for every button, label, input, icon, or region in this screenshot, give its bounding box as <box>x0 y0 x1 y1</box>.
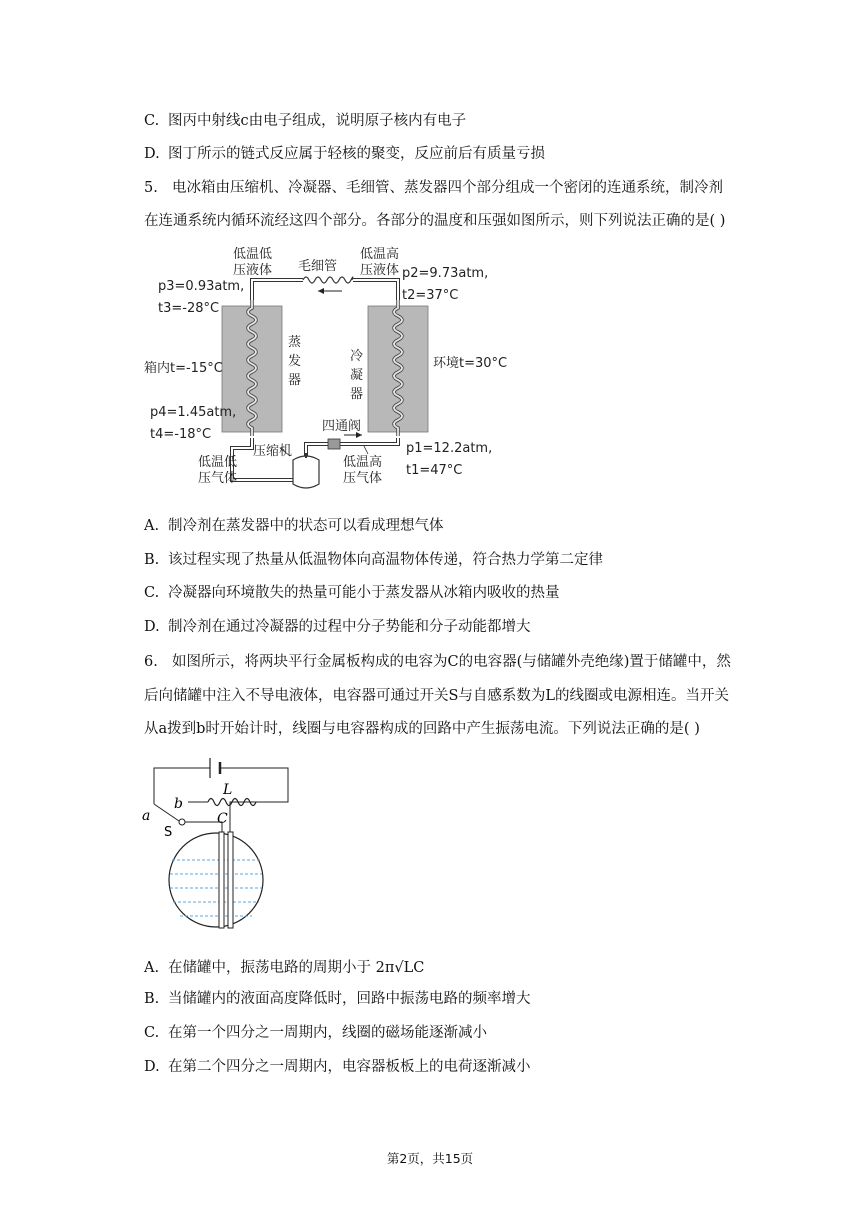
option-key: B. <box>144 552 160 568</box>
option-key: D. <box>144 1059 160 1075</box>
label-p1: p1=12.2atm, <box>406 441 493 456</box>
option-key: C. <box>144 113 160 129</box>
label-capillary: 毛细管 <box>298 259 338 274</box>
label-p2: p2=9.73atm, <box>402 266 489 281</box>
option-key: A. <box>144 518 160 534</box>
label-evaporator-2: 发 <box>288 354 302 369</box>
refrigerator-diagram <box>140 238 520 493</box>
q5-stem-line-1 <box>144 178 723 198</box>
label-contact-b: b <box>174 796 183 812</box>
option-key: A. <box>144 960 160 976</box>
q6-option-a <box>144 958 424 978</box>
label-condenser-3: 器 <box>350 387 364 402</box>
four-way-valve <box>328 439 340 449</box>
label-t1: t1=47°C <box>406 463 463 478</box>
option-text: 制冷剂在通过冷凝器的过程中分子势能和分子动能都增大 <box>168 619 531 635</box>
q6-stem-line-1 <box>144 652 731 672</box>
option-key: B. <box>144 991 160 1007</box>
option-text: 图丁所示的链式反应属于轻核的聚变，反应前后有质量亏损 <box>168 146 545 162</box>
q6-option-c <box>144 1023 487 1043</box>
lc-circuit-diagram <box>140 752 300 942</box>
option-text: 在储罐中，振荡电路的周期小于 2π√LC <box>168 960 425 976</box>
option-text: 该过程实现了热量从低温物体向高温物体传递，符合热力学第二定律 <box>168 552 603 568</box>
label-p3: p3=0.93atm, <box>158 279 245 294</box>
question-stem: 如图所示，将两块平行金属板构成的电容为C的电容器(与储罐外壳绝缘)置于储罐中，然 <box>172 654 731 670</box>
q6-option-d <box>144 1057 531 1077</box>
option-key: C. <box>144 585 160 601</box>
label-condenser-1: 冷 <box>350 349 364 364</box>
option-key: D. <box>144 146 160 162</box>
label-t2: t2=37°C <box>402 288 459 303</box>
question-stem: 后向储罐中注入不导电液体，电容器可通过开关S与自感系数为L的线圈或电源相连。当开关 <box>144 688 730 704</box>
storage-tank <box>169 833 263 927</box>
label-four-way-valve: 四通阀 <box>322 419 362 434</box>
q5-option-c <box>144 583 560 603</box>
label-low-temp-high-pressure-liquid-2: 压液体 <box>360 263 400 278</box>
label-t3: t3=-28°C <box>158 301 220 316</box>
prev-option-d <box>144 144 545 164</box>
label-low-temp-low-pressure-gas-1: 低温低 <box>198 455 238 470</box>
compressor <box>293 456 319 488</box>
capacitor-plate-left <box>219 832 224 928</box>
option-key: D. <box>144 619 160 635</box>
label-low-temp-low-pressure-liquid-2: 压液体 <box>233 263 273 278</box>
question-number: 6. <box>144 654 158 670</box>
option-key: C. <box>144 1025 160 1041</box>
q5-stem-line-2 <box>144 211 725 231</box>
switch-contact-a <box>179 819 185 825</box>
q6-stem-line-2 <box>144 686 729 706</box>
option-text: 制冷剂在蒸发器中的状态可以看成理想气体 <box>168 518 444 534</box>
prev-option-c <box>144 111 466 131</box>
option-text: 图丙中射线c由电子组成，说明原子核内有电子 <box>168 113 467 129</box>
label-p4: p4=1.45atm, <box>150 405 237 420</box>
label-low-temp-low-pressure-liquid-1: 低温低 <box>233 247 273 262</box>
label-evaporator-1: 蒸 <box>288 335 302 350</box>
label-low-temp-high-pressure-gas-2: 压气体 <box>343 471 383 486</box>
question-stem: 电冰箱由压缩机、冷凝器、毛细管、蒸发器四个部分组成一个密闭的连通系统，制冷剂 <box>172 180 723 196</box>
page-footer: 第2页，共15页 <box>386 1151 474 1166</box>
label-environment: 环境t=30°C <box>433 356 508 371</box>
question-stem: 在连通系统内循环流经这四个部分。各部分的温度和压强如图所示，则下列说法正确的是( ) <box>144 213 726 229</box>
question-stem: 从a拨到b时开始计时，线圈与电容器构成的回路中产生振荡电流。下列说法正确的是( ) <box>144 721 700 737</box>
option-text: 在第二个四分之一周期内，电容器板板上的电荷逐渐减小 <box>168 1059 531 1075</box>
q6-option-b <box>144 989 531 1009</box>
compressor-pipe <box>306 444 328 456</box>
option-text: 当储罐内的液面高度降低时，回路中振荡电路的频率增大 <box>168 991 531 1007</box>
label-low-temp-low-pressure-gas-2: 压气体 <box>198 471 238 486</box>
label-low-temp-high-pressure-liquid-1: 低温高 <box>360 247 400 262</box>
label-compressor: 压缩机 <box>253 444 293 459</box>
option-text: 冷凝器向环境散失的热量可能小于蒸发器从冰箱内吸收的热量 <box>168 585 560 601</box>
capillary-coil <box>303 277 353 283</box>
capacitor-plate-right <box>228 832 233 928</box>
question-number: 5. <box>144 180 158 196</box>
label-t4: t4=-18°C <box>150 427 212 442</box>
q6-stem-line-3 <box>144 719 700 739</box>
q5-option-d <box>144 617 531 637</box>
label-evaporator-3: 器 <box>288 373 302 388</box>
option-text: 在第一个四分之一周期内，线圈的磁场能逐渐减小 <box>168 1025 487 1041</box>
label-inductor-l: L <box>223 782 233 798</box>
q5-option-a <box>144 516 444 536</box>
label-contact-a: a <box>142 808 151 824</box>
label-box-inside: 箱内t=-15°C <box>144 361 223 376</box>
label-low-temp-high-pressure-gas-1: 低温高 <box>343 455 383 470</box>
q5-option-b <box>144 550 603 570</box>
label-capacitor-c: C <box>217 811 228 827</box>
label-condenser-2: 凝 <box>350 368 364 383</box>
label-switch-s: S <box>164 825 173 840</box>
